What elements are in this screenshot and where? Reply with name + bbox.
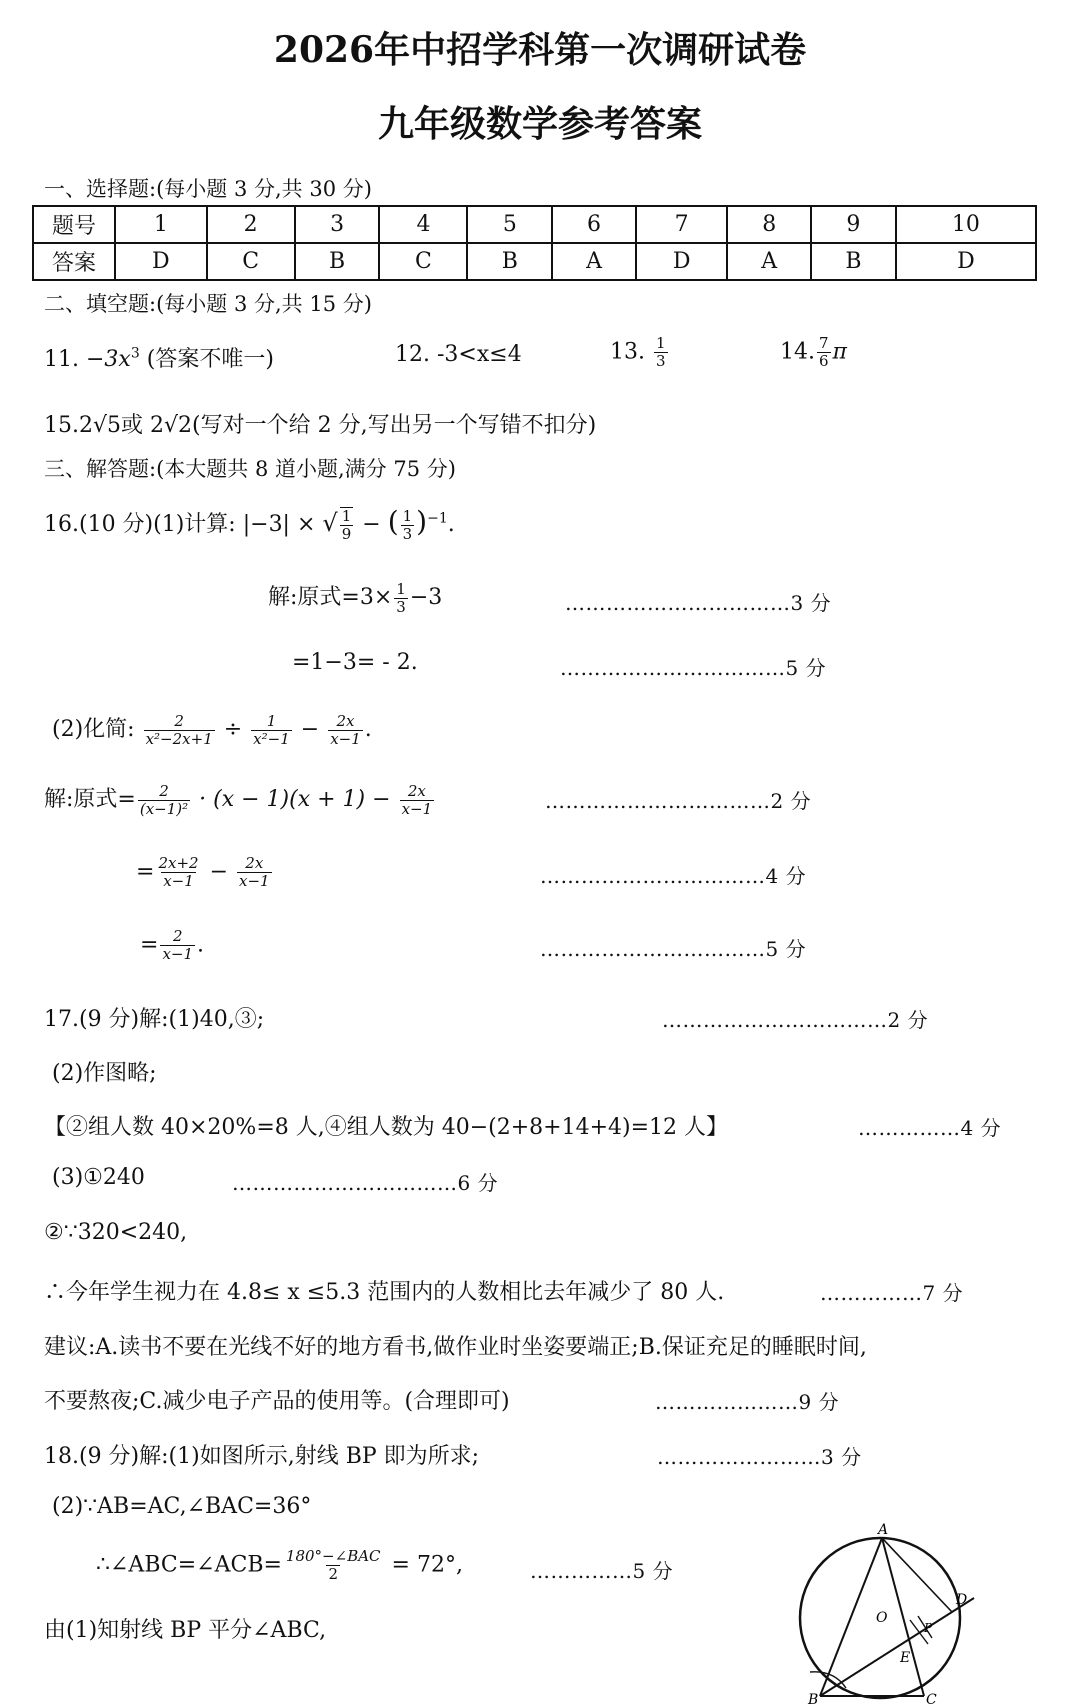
number-cell: 6 — [552, 206, 636, 243]
q16-solution-step3: = $\frac{2}{x-1}$ . — [140, 927, 205, 963]
paren-fraction: $\frac{1}{3}$ — [402, 506, 413, 543]
section3-heading: 三、解答题:(本大题共 8 道小题,满分 75 分) — [44, 457, 456, 481]
q17-line6-score: ……………7 分 — [820, 1281, 964, 1305]
q16-sol-score: ……………………………2 分 — [545, 789, 812, 813]
ray-bp — [820, 1598, 974, 1696]
answer-cell: D — [896, 243, 1036, 280]
q11-number: 11. — [44, 347, 79, 372]
q11-exponent: 3 — [130, 345, 140, 362]
q13-number: 13. — [610, 339, 645, 365]
q18-line4: 由(1)知射线 BP 平分∠ABC, — [44, 1618, 327, 1643]
q16-step1-score: ……………………………3 分 — [565, 591, 832, 615]
q16-step2: =1−3= - 2. — [292, 650, 418, 675]
q18-line1-score: ……………………3 分 — [657, 1445, 862, 1469]
segment-ab — [820, 1538, 882, 1696]
answer-cell: B — [811, 243, 896, 280]
q18-line3-score: ……………5 分 — [530, 1559, 674, 1583]
sqrt-fraction: $\frac{1}{9}$ — [341, 507, 352, 543]
number-cell: 5 — [467, 206, 552, 243]
q16-part2-question: (2)化简: $\frac{2}{\text{x²−2x+1}}$ ÷ $\frac{1}{\text{x²−1}}$ − $\frac{2x}{x-1}$ . — [52, 711, 372, 748]
q18-line3: ∴∠ABC=∠ACB= $\frac{\text{180°−∠BAC}}{2}$ = 72°, — [96, 1547, 463, 1583]
label-o: O — [876, 1610, 888, 1626]
label-e: E — [900, 1650, 911, 1666]
number-cell: 9 — [811, 206, 896, 243]
q18-line2: (2)∵AB=AC,∠BAC=36° — [52, 1494, 312, 1519]
number-cell: 10 — [896, 206, 1036, 243]
q14-fraction: $\frac{7}{6}$ — [819, 334, 829, 370]
answer-cell: A — [727, 243, 811, 280]
q13 — [610, 335, 670, 370]
q11-expression: −3x — [86, 347, 131, 372]
q16-part1-question: 16.(10 分)(1)计算: |−3| × √ $\frac{1}{9}$ − ( $\frac{1}{3}$ )$^{-1}$. — [44, 505, 455, 543]
answer-cell: A — [552, 243, 636, 280]
q17-line3: 【②组人数 40×20%=8 人,④组人数为 40−(2+8+14+4)=12 人】 — [44, 1115, 729, 1140]
q14-pi: π — [832, 339, 848, 365]
number-cell: 3 — [295, 206, 380, 243]
page-subtitle: 九年级数学参考答案 — [377, 103, 702, 145]
number-cell: 4 — [379, 206, 467, 243]
number-cell: 1 — [115, 206, 207, 243]
q13-fraction: $\frac{1}{3}$ — [656, 334, 666, 370]
q17-line3-score: ……………4 分 — [858, 1116, 1002, 1140]
label-a: A — [878, 1522, 889, 1538]
q14-number: 14. — [780, 339, 815, 365]
section1-heading: 一、选择题:(每小题 3 分,共 30 分) — [44, 177, 372, 201]
q17-line8: 不要熬夜;C.减少电子产品的使用等。(合理即可) — [44, 1389, 510, 1414]
answer-cell: D — [115, 243, 207, 280]
q17-line4: (3)①240 — [52, 1165, 145, 1190]
q14 — [780, 335, 847, 370]
q17-line4-score: ……………………………6 分 — [232, 1171, 499, 1195]
q17-line7: 建议:A.读书不要在光线不好的地方看书,做作业时坐姿要端正;B.保证充足的睡眠时间, — [44, 1335, 867, 1360]
label-b: B — [808, 1692, 819, 1704]
table-row-numbers — [33, 206, 1036, 243]
page-title: 2026年中招学科第一次调研试卷 — [273, 29, 807, 71]
q16-solution-step2: = $\frac{2x+2}{x-1}$ − $\frac{2x}{x-1}$ — [136, 854, 270, 890]
label-p: P — [924, 1621, 933, 1635]
answer-cell: D — [636, 243, 728, 280]
q17-line8-score: …………………9 分 — [655, 1390, 840, 1414]
q16-step1: 解:原式=3× $\frac{1}{3}$ −3 — [268, 579, 443, 616]
section2-heading: 二、填空题:(每小题 3 分,共 15 分) — [44, 292, 372, 316]
answer-cell: B — [467, 243, 552, 280]
q16-step2-score: ……………………………5 分 — [560, 656, 827, 680]
label-d: D — [956, 1592, 968, 1608]
number-cell: 2 — [207, 206, 295, 243]
q16-s2-score: ……………………………4 分 — [540, 864, 807, 888]
step1-fraction: $\frac{1}{3}$ — [396, 579, 406, 616]
q16-solution-step1: 解:原式= $\frac{2}{\text{(x−1)²}}$ · (x − 1)(x + 1) − $\frac{2x}{x-1}$ — [44, 781, 433, 818]
q12-expression: -3<x≤4 — [437, 342, 522, 367]
answer-cell: C — [379, 243, 467, 280]
number-cell: 8 — [727, 206, 811, 243]
q17-line5: ②∵320<240, — [44, 1220, 188, 1245]
q12-number: 12. — [395, 342, 430, 367]
q17-line1: 17.(9 分)解:(1)40,③; — [44, 1007, 265, 1032]
answer-table — [32, 205, 1037, 281]
header-label-cell: 题号 — [33, 206, 115, 243]
q17-line1-score: ……………………………2 分 — [662, 1008, 929, 1032]
q11-note: (答案不唯一) — [146, 347, 274, 372]
answer-cell: B — [295, 243, 380, 280]
q15: 15.2√5或 2√2(写对一个给 2 分,写出另一个写错不扣分) — [44, 413, 597, 438]
label-c: C — [926, 1692, 937, 1704]
q17-line6: ∴今年学生视力在 4.8≤ x ≤5.3 范围内的人数相比去年减少了 80 人. — [44, 1280, 725, 1305]
q17-line2: (2)作图略; — [52, 1061, 157, 1086]
table-row-answers — [33, 243, 1036, 280]
answer-cell: C — [207, 243, 295, 280]
geometry-figure — [790, 1520, 990, 1704]
q18-line1: 18.(9 分)解:(1)如图所示,射线 BP 即为所求; — [44, 1444, 480, 1469]
q11 — [44, 342, 274, 373]
q16-s3-score: ……………………………5 分 — [540, 937, 807, 961]
answer-label-cell: 答案 — [33, 243, 115, 280]
q12 — [395, 342, 522, 367]
number-cell: 7 — [636, 206, 728, 243]
segment-ac — [882, 1538, 924, 1696]
